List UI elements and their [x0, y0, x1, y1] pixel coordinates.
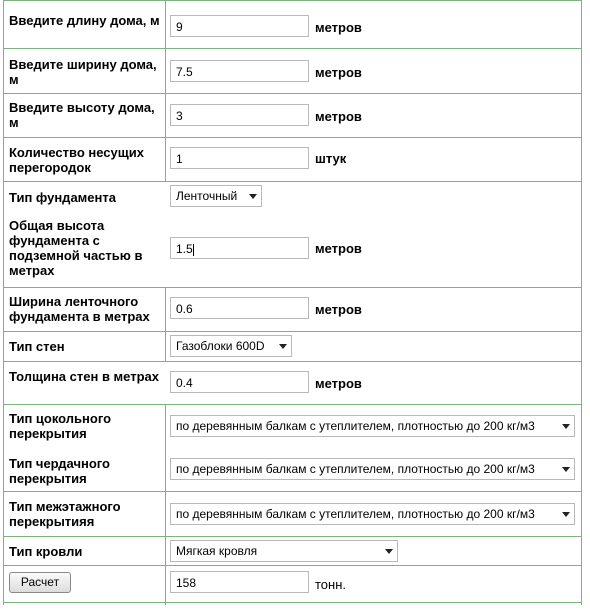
- basement-floor-select[interactable]: [170, 415, 575, 437]
- attic-floor-value: по деревянным балкам с утеплителем, плотностью до 200 кг/м3: [176, 462, 535, 476]
- result-unit: тонн.: [315, 577, 347, 592]
- chevron-down-icon: [385, 549, 393, 554]
- result-output[interactable]: 158: [170, 571, 309, 593]
- row-divider: [3, 137, 581, 138]
- wall-type-select[interactable]: [170, 335, 292, 357]
- roof-type-select[interactable]: [170, 540, 398, 562]
- row-divider: [3, 0, 581, 1]
- text-cursor: [193, 244, 194, 256]
- wall-type-label: Тип стен: [9, 339, 65, 354]
- interfloor-select[interactable]: [170, 503, 575, 525]
- foundation-height-input[interactable]: [170, 237, 309, 259]
- row-divider: [3, 404, 581, 405]
- row-divider: [3, 93, 581, 94]
- length-label: Введите длину дома, м: [9, 13, 160, 28]
- length-unit: метров: [315, 20, 362, 35]
- row-divider: [3, 565, 581, 566]
- row-divider: [3, 287, 581, 288]
- column-divider: [165, 0, 166, 182]
- foundation-type-select[interactable]: [170, 185, 262, 207]
- foundation-height-label: Общая высота фундамента с подземной частью в метрах: [9, 218, 143, 278]
- strip-width-label: Ширина ленточного фундамента в метрах: [9, 294, 150, 324]
- basement-floor-label: Тип цокольного перекрытия: [9, 411, 112, 441]
- partitions-label: Количество несущих перегородок: [9, 145, 144, 175]
- chevron-down-icon: [562, 424, 570, 429]
- attic-floor-label: Тип чердачного перекрытия: [9, 456, 110, 486]
- partitions-input[interactable]: 1: [170, 147, 309, 169]
- foundation-type-value: Ленточный: [176, 189, 238, 203]
- column-divider: [165, 287, 166, 362]
- chevron-down-icon: [562, 512, 570, 517]
- height-unit: метров: [315, 109, 362, 124]
- row-divider: [3, 602, 581, 603]
- partitions-unit: штук: [315, 151, 347, 166]
- height-label: Введите высоту дома, м: [9, 100, 155, 130]
- height-input[interactable]: 3: [170, 104, 309, 126]
- chevron-down-icon: [249, 194, 257, 199]
- row-divider: [3, 361, 581, 362]
- foundation-type-label: Тип фундамента: [9, 190, 116, 205]
- row-divider: [3, 48, 581, 49]
- row-divider: [3, 331, 581, 332]
- row-divider: [3, 536, 581, 537]
- length-input[interactable]: 9: [170, 15, 309, 37]
- row-divider: [3, 181, 581, 182]
- width-label: Введите ширину дома, м: [9, 57, 157, 87]
- attic-floor-select[interactable]: [170, 458, 575, 480]
- chevron-down-icon: [279, 344, 287, 349]
- interfloor-value: по деревянным балкам с утеплителем, плотностью до 200 кг/м3: [176, 507, 535, 521]
- row-divider: [3, 491, 581, 492]
- basement-floor-value: по деревянным балкам с утеплителем, плотностью до 200 кг/м3: [176, 419, 535, 433]
- column-divider: [165, 404, 166, 605]
- width-input[interactable]: 7.5: [170, 60, 309, 82]
- foundation-height-value: 1.5: [176, 242, 193, 256]
- strip-width-input[interactable]: 0.6: [170, 297, 309, 319]
- wall-thickness-unit: метров: [315, 376, 362, 391]
- strip-width-unit: метров: [315, 302, 362, 317]
- interfloor-label: Тип межэтажного перекрытияя: [9, 499, 121, 529]
- roof-type-value: Мягкая кровля: [176, 544, 258, 558]
- foundation-height-unit: метров: [315, 241, 362, 256]
- width-unit: метров: [315, 65, 362, 80]
- chevron-down-icon: [562, 467, 570, 472]
- roof-type-label: Тип кровли: [9, 544, 83, 559]
- wall-type-value: Газоблоки 600D: [176, 339, 265, 353]
- wall-thickness-label: Толщина стен в метрах: [9, 369, 159, 384]
- wall-thickness-input[interactable]: 0.4: [170, 371, 309, 393]
- calculate-button[interactable]: Расчет: [9, 572, 71, 593]
